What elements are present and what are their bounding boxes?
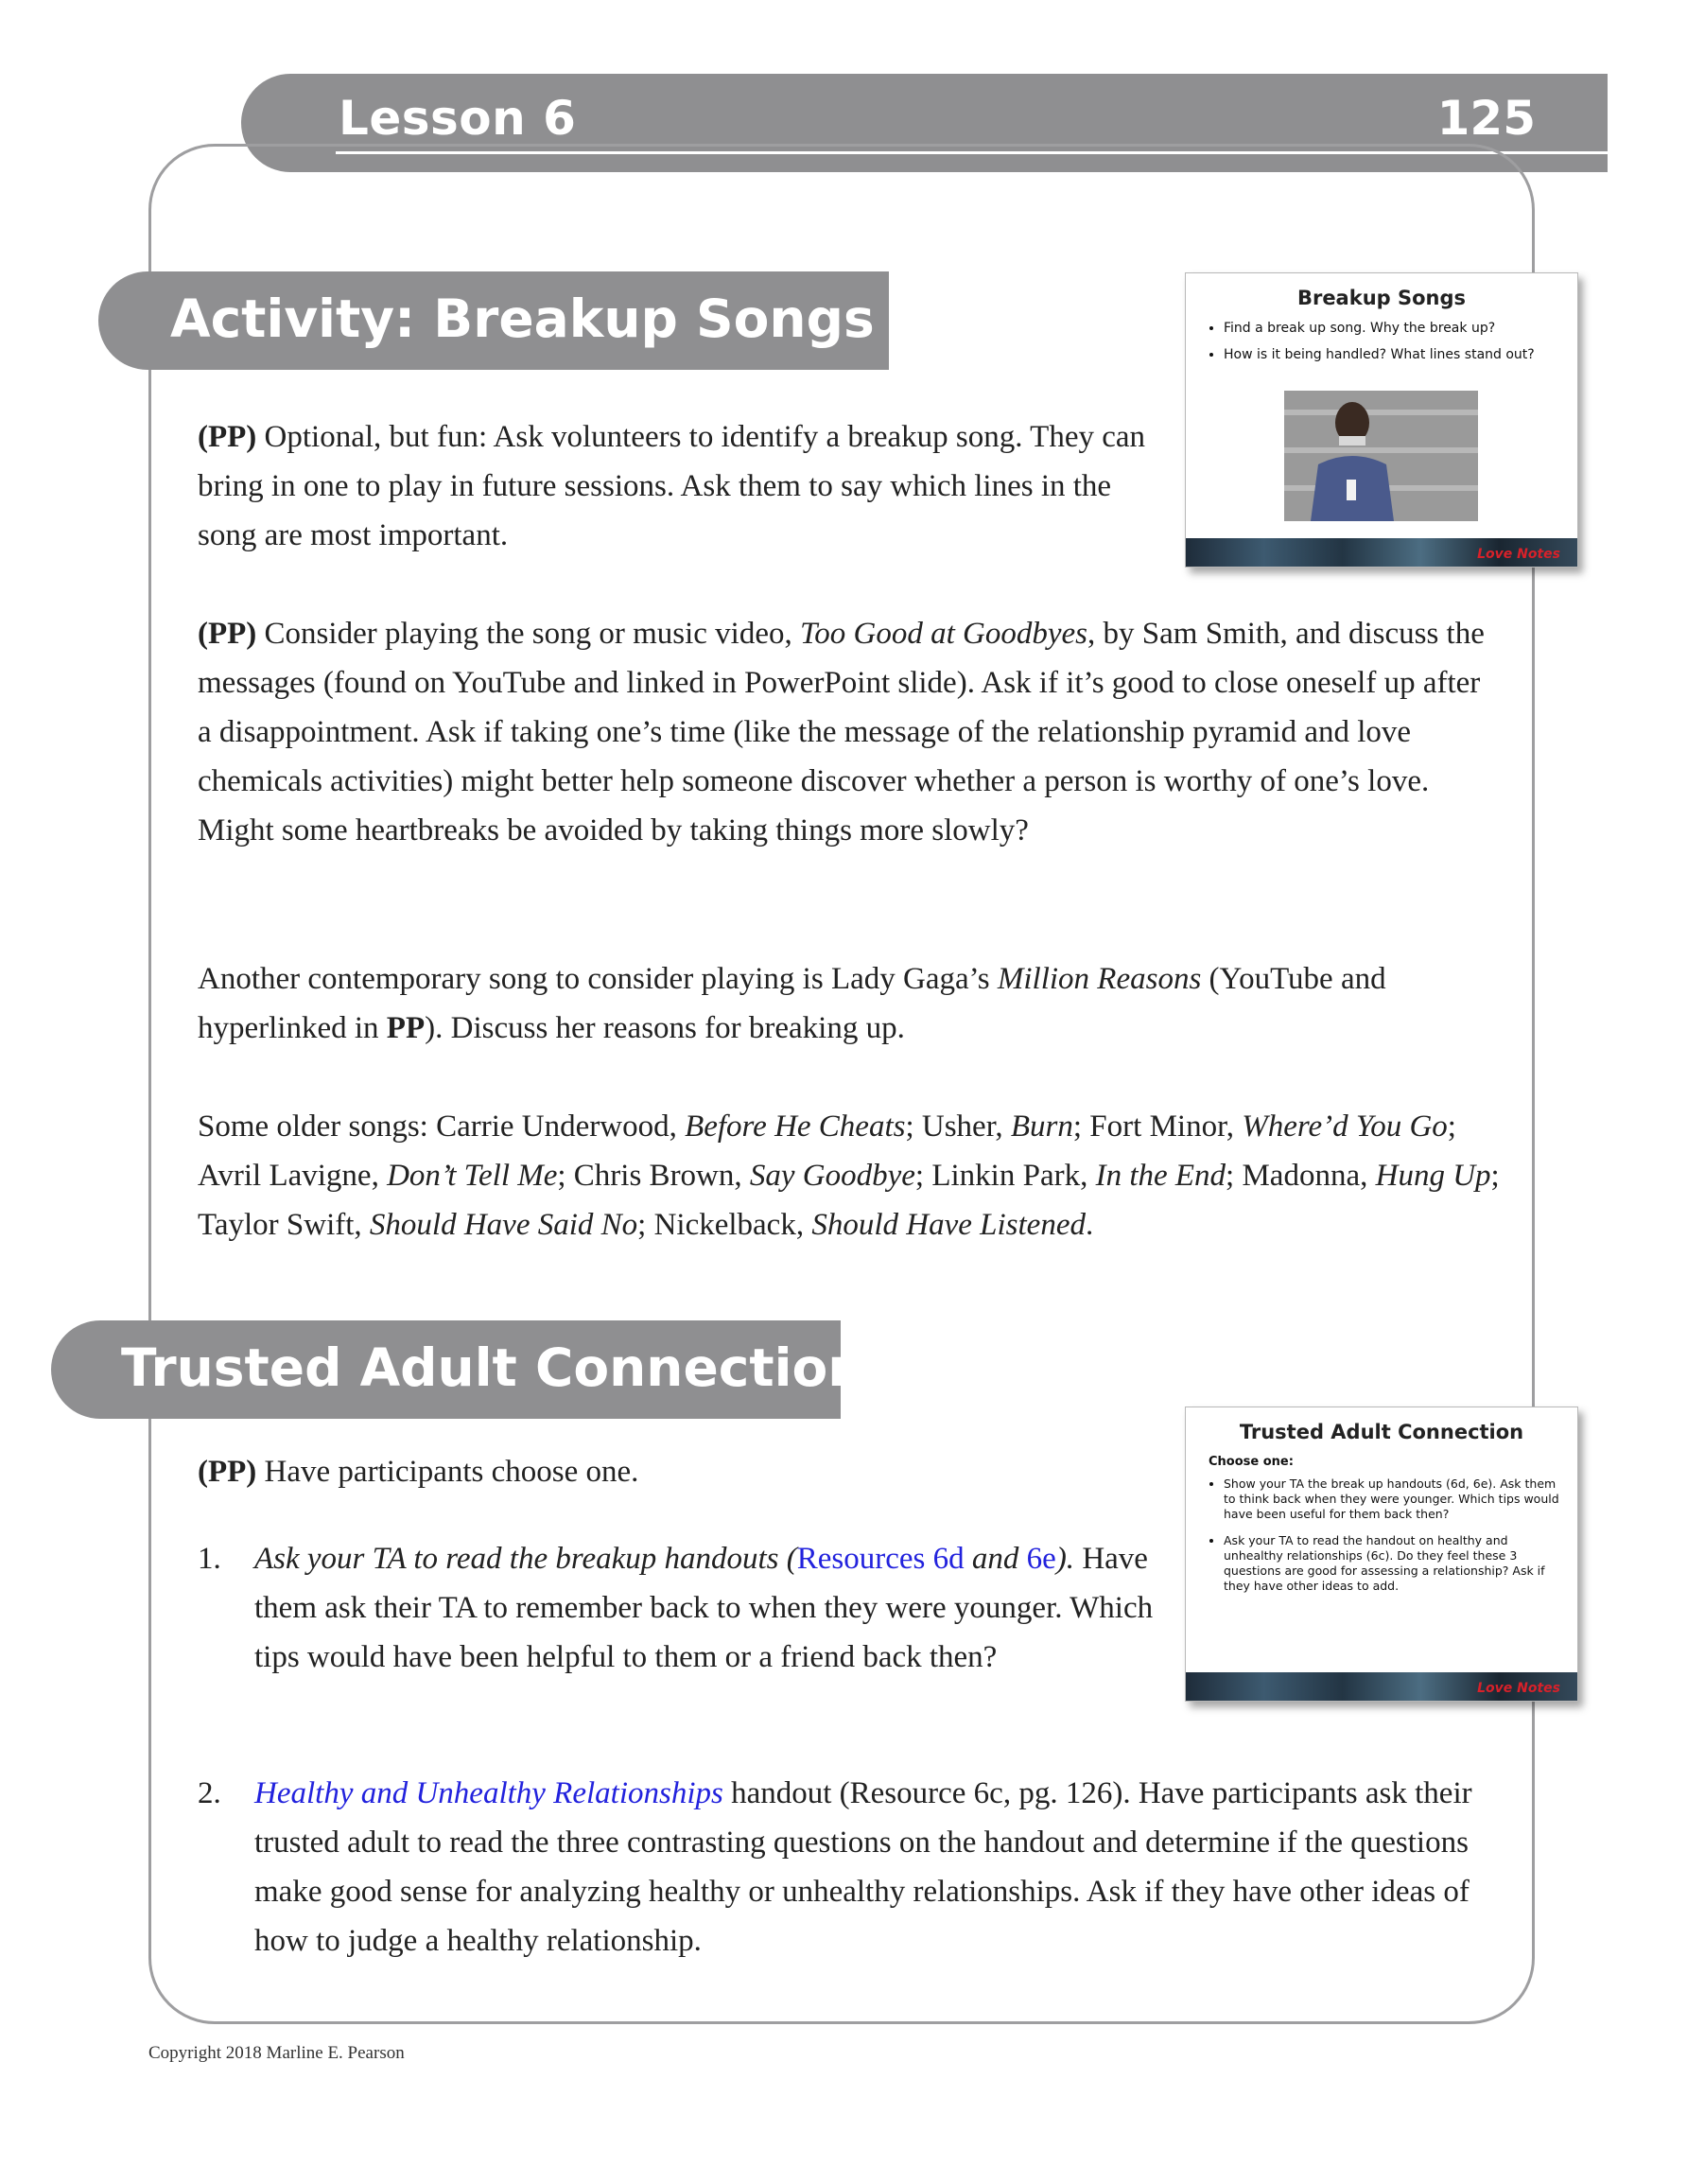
text: ; Chris Brown, (557, 1159, 750, 1193)
slide-bullets (1186, 319, 1577, 364)
love-notes-logo: Love Notes (1477, 1681, 1560, 1696)
item-text: Have them ask their TA to remember back to when they were younger. Which tips would have been helpful to them or a friend back then? (254, 1542, 1154, 1674)
section-title-trusted-adult: Trusted Adult Connection (121, 1337, 865, 1398)
paragraph-text: Another contemporary song to consider playing is Lady Gaga’s (198, 962, 998, 996)
slide-bullet: • How is it being handled? What lines stand out? (1224, 345, 1568, 364)
slide-bullet: • Ask your TA to read the handout on healthy and unhealthy relationships (6c). Do they feel these 3 questions are good for assessing a relationship? Ask if they have other ideas to add. (1224, 1533, 1568, 1594)
pp-label: (PP) (198, 420, 257, 454)
slide-subtitle: Choose one: (1209, 1455, 1294, 1469)
resource-6d-link[interactable]: Resources 6d (796, 1542, 965, 1576)
love-notes-logo: Love Notes (1477, 547, 1560, 562)
text: ; Linkin Park, (914, 1159, 1096, 1193)
text: ; Madonna, (1226, 1159, 1376, 1193)
item-text: and (964, 1542, 1027, 1576)
song-title: Should Have Said No (369, 1208, 638, 1242)
text: ; Nickelback, (637, 1208, 812, 1242)
text: ; Fort Minor, (1072, 1109, 1243, 1144)
text: . (1085, 1208, 1094, 1242)
slide-bullets (1186, 1476, 1577, 1594)
list-number: 1. (198, 1542, 221, 1576)
item-text: handout (Resource 6c, pg. 126). Have participants ask their trusted adult to read the three contrasting questions on the handout and determine if the questions make good sense for analyzing healthy or unhealthy relationships. Ask if they have other ideas of how to judge a healthy relationship. (254, 1776, 1472, 1958)
paragraph-choose-one (198, 1447, 1143, 1496)
person-photo-illustration (1284, 391, 1478, 521)
song-title: Where’d You Go (1242, 1109, 1448, 1144)
song-title: Burn (1010, 1109, 1073, 1144)
slide-photo (1284, 391, 1478, 521)
section-title-breakup-songs: Activity: Breakup Songs (170, 288, 875, 349)
text: ; Taylor Swift, (198, 1159, 1500, 1242)
item-text: ). (1055, 1542, 1075, 1576)
text: ; Avril Lavigne, (198, 1109, 1456, 1193)
pp-label: (PP) (198, 1455, 257, 1489)
song-title: Say Goodbye (749, 1159, 915, 1193)
resource-6e-link[interactable]: 6e (1026, 1542, 1056, 1576)
slide-footer-strip (1186, 538, 1577, 567)
song-title: In the End (1095, 1159, 1226, 1193)
song-title: Don’t Tell Me (387, 1159, 558, 1193)
page-number: 125 (1436, 91, 1536, 146)
song-title: Before He Cheats (685, 1109, 906, 1144)
slide-bullet: • Show your TA the break up handouts (6d, 6e). Ask them to think back when they were younger. Which tips would have been useful for them back then? (1224, 1476, 1568, 1522)
paragraph-too-good-at-goodbyes (198, 609, 1493, 855)
slide-title: Trusted Adult Connection (1239, 1421, 1524, 1443)
paragraph-text: Have participants choose one. (256, 1455, 639, 1489)
healthy-unhealthy-relationships-link[interactable]: Healthy and Unhealthy Relationships (254, 1776, 723, 1810)
slide-footer-strip (1186, 1672, 1577, 1701)
pp-label: PP (386, 1011, 426, 1045)
slide-thumbnail-trusted-adult (1185, 1406, 1578, 1702)
slide-bullet: • Find a break up song. Why the break up? (1224, 319, 1568, 338)
copyright-footer: Copyright 2018 Marline E. Pearson (148, 2043, 405, 2063)
paragraph-older-songs (198, 1102, 1503, 1249)
slide-thumbnail-breakup-songs (1185, 272, 1578, 568)
pp-label: (PP) (198, 617, 257, 651)
paragraph-text: , by Sam Smith, and discuss the messages (found on YouTube and linked in PowerPoint slide). Ask if it’s good to close oneself up after a disappointment. Ask if taking one’s time (like the message of the relationship pyramid and love chemicals activities) might better help someone discover whether a person is worthy of one’s love. Might some heartbreaks be avoided by taking things more slowly? (198, 617, 1485, 847)
paragraph-optional-breakup-song (198, 412, 1162, 560)
song-title: Should Have Listened (811, 1208, 1086, 1242)
slide-title: Breakup Songs (1296, 287, 1467, 309)
song-title: Million Reasons (997, 962, 1202, 996)
text: Some older songs: Carrie Underwood, (198, 1109, 686, 1144)
paragraph-text: Optional, but fun: Ask volunteers to identify a breakup song. They can bring in one to play in future sessions. Ask them to say which lines in the song are most important. (198, 420, 1146, 552)
lesson-title: Lesson 6 (339, 91, 577, 146)
list-item-breakup-handouts (254, 1534, 1162, 1682)
text: ; Usher, (905, 1109, 1011, 1144)
paragraph-million-reasons (198, 954, 1484, 1053)
song-title: Too Good at Goodbyes (799, 617, 1088, 651)
song-title: Hung Up (1375, 1159, 1491, 1193)
list-item-healthy-relationships (254, 1769, 1493, 1966)
list-number: 2. (198, 1776, 221, 1810)
paragraph-text: ). Discuss her reasons for breaking up. (425, 1011, 905, 1045)
paragraph-text: (YouTube and hyperlinked in (198, 962, 1386, 1045)
paragraph-text: Consider playing the song or music video, (256, 617, 800, 651)
item-text: Ask your TA to read the breakup handouts ( (254, 1542, 797, 1576)
